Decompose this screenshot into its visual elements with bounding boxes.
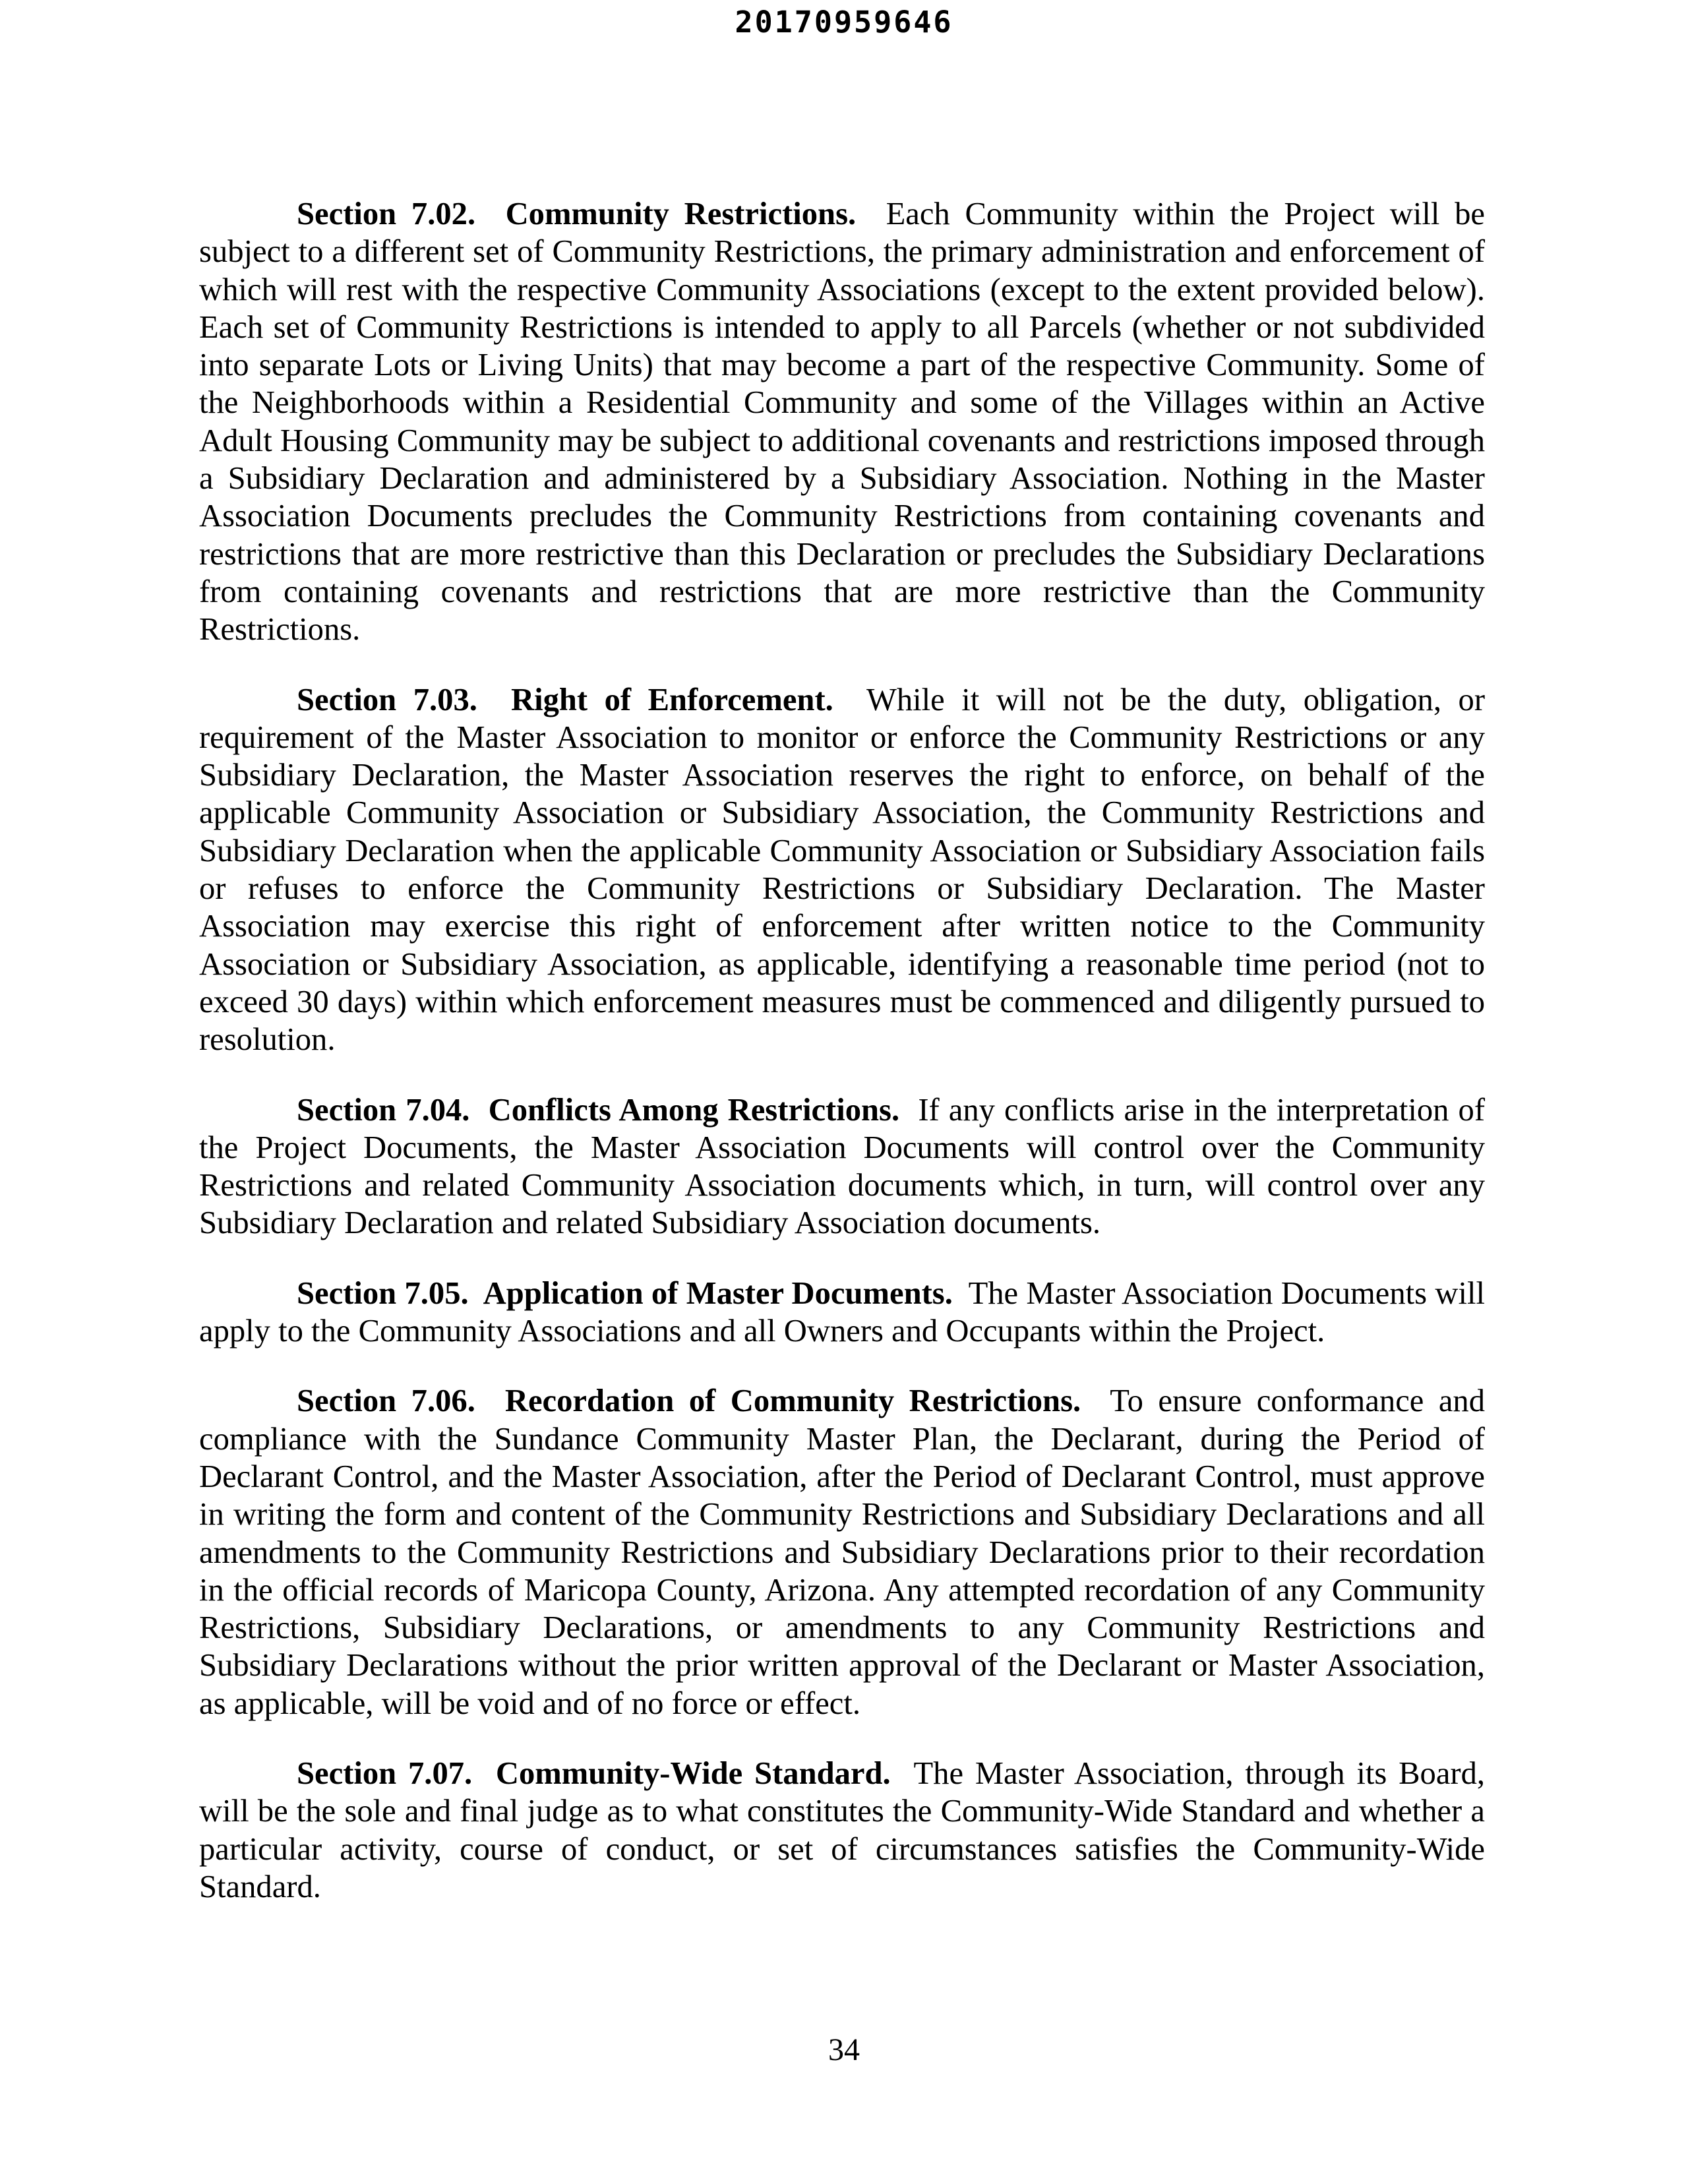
section-text: If any conflicts arise in the interpretation of the Project Documents, the Master Association Documents will control over the Community Restrictions and related Community Association documents which, in turn, will control over any Subsidiary Declaration and related Subsidiary Association documents. (199, 1091, 1486, 1241)
section-number: Section 7.03. (297, 681, 477, 717)
section-heading: Section 7.02. Community Restrictions. (297, 196, 857, 231)
document-number: 20170959646 (735, 5, 953, 40)
section-7-05 (199, 1275, 1485, 1350)
section-text: To ensure conformance and compliance with the Sundance Community Master Plan, the Declarant, during the Period of Declarant Control, and the Master Association, after the Period of Declarant Control, must approve in writing the form and content of the Community Restrictions and Subsidiary Declarations and all amendments to the Community Restrictions and Subsidiary Declarations prior to their recordation in the official records of Maricopa County, Arizona. Any attempted recordation of any Community Restrictions, Subsidiary Declarations, or amendments to any Community Restrictions and Subsidiary Declarations without the prior written approval of the Declarant or Master Association, as applicable, will be void and of no force or effect. (199, 1383, 1486, 1721)
section-number: Section 7.02. (297, 196, 476, 231)
section-number: Section 7.06. (297, 1383, 475, 1419)
section-number: Section 7.07. (297, 1755, 473, 1791)
section-text: The Master Association Documents will apply to the Community Associations and all Owners and Occupants within the Project. (199, 1275, 1485, 1349)
section-7-04 (199, 1091, 1485, 1242)
section-title: Recordation of Community Restrictions (504, 1383, 1073, 1419)
page-number: 34 (828, 2032, 860, 2067)
section-text: While it will not be the duty, obligation, or requirement of the Master Association to monitor or enforce the Community Restrictions or any Subsidiary Declaration, the Master Association reserves the right to enforce, on behalf of the applicable Community Association or Subsidiary Association, the Community Restrictions and Subsidiary Declaration when the applicable Community Association or Subsidiary Association fails or refuses to enforce the Community Restrictions or Subsidiary Declaration. The Master Association may exercise this right of enforcement after written notice to the Community Association or Subsidiary Association, as applicable, identifying a reasonable time period (not to exceed 30 days) within which enforcement measures must be commenced and diligently pursued to resolution. (199, 681, 1486, 1058)
section-title: Right of Enforcement (510, 681, 826, 717)
section-text: The Master Association, through its Board, will be the sole and final judge as to what constitutes the Community-Wide Standard and whether a particular activity, course of conduct, or set of circumstances satisfies the Community-Wide Standard. (199, 1755, 1486, 1904)
section-heading: Section 7.06. Recordation of Community Restrictions. (297, 1383, 1081, 1419)
section-number: Section 7.05. (297, 1275, 469, 1311)
section-7-03 (199, 681, 1485, 1059)
section-title: Conflicts Among Restrictions (488, 1091, 891, 1128)
section-7-07 (199, 1755, 1485, 1906)
section-heading: Section 7.04. Conflicts Among Restrictions. (297, 1091, 900, 1128)
section-heading: Section 7.07. Community-Wide Standard. (297, 1755, 891, 1791)
document-body (199, 195, 1485, 1938)
section-number: Section 7.04. (297, 1091, 470, 1128)
section-7-02 (199, 195, 1485, 649)
section-heading: Section 7.05. Application of Master Documents. (297, 1275, 953, 1311)
section-title: Application of Master Documents (483, 1275, 945, 1311)
section-title: Community Restrictions (505, 196, 848, 231)
section-7-06 (199, 1382, 1485, 1722)
section-heading: Section 7.03. Right of Enforcement. (297, 681, 833, 717)
section-title: Community-Wide Standard (495, 1755, 883, 1791)
section-text: Each Community within the Project will be subject to a different set of Community Restrictions, the primary administration and enforcement of which will rest with the respective Community Associations (except to the extent provided below). Each set of Community Restrictions is intended to apply to all Parcels (whether or not subdivided into separate Lots or Living Units) that may become a part of the respective Community. Some of the Neighborhoods within a Residential Community and some of the Villages within an Active Adult Housing Community may be subject to additional covenants and restrictions imposed through a Subsidiary Declaration and administered by a Subsidiary Association. Nothing in the Master Association Documents precludes the Community Restrictions from containing covenants and restrictions that are more restrictive than this Declaration or precludes the Subsidiary Declarations from containing covenants and restrictions that are more restrictive than the Community Restrictions. (199, 196, 1485, 648)
